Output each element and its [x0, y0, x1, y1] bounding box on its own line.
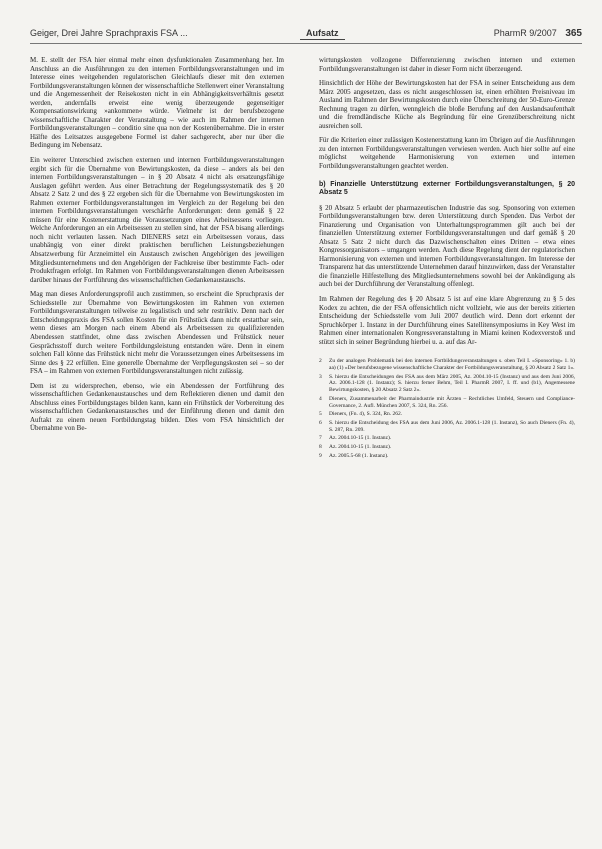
footnote-text: S. hierzu die Entscheidung des FSA aus dem Juni 2006, Az. 2006.1-128 (1. Instanz), So auch Dieners (Fn. 4), S. 287, Rn. 209.: [329, 419, 575, 433]
footnote-text: Dieners, (Fn. 4), S. 324, Rn. 262.: [329, 411, 403, 418]
footnote-number: 6: [319, 419, 322, 426]
footnote-text: Az. 2004.10-15 (1. Instanz).: [329, 444, 392, 451]
footnote: [319, 374, 575, 394]
footnote: [319, 358, 575, 371]
footnote-text: Az. 2005.5-68 (1. Instanz).: [329, 452, 389, 459]
footnote-text: Az. 2004.10-15 (1. Instanz).: [329, 435, 392, 442]
header-rule: [30, 43, 582, 44]
footnote: [319, 453, 575, 460]
journal-name: PharmR 9/2007: [493, 28, 557, 38]
footnote-number: 2: [319, 358, 322, 365]
paragraph: Mag man dieses Anforderungsprofil auch zustimmen, so erscheint die Spruchpraxis der Schiedsstelle zur Übernahme von Bewirtungskosten im Rahmen von externen Fortbildungsveranstaltungen teilweise zu legalistisch und sehr restriktiv. Denn nach der Entscheidungspraxis des FSA sollen Kosten für ein Frühstück dann nicht erstattbar sein, wenn dieses am Morgen nach einem Abend als Arbeitsessen zu qualifizierenden Abendessen stattfindet, ohne dass zwischen Abendessen und Frühstück neuer Gesprächsstoff durch weitere Fortbildungsleistung entstanden wäre. Denn in einem solchen Fall könne das Frühstück nicht mehr die Voraussetzungen eines Arbeitsessens im Sinne des § 22 erfüllen. Eine generelle Übernahme der Verpflegungskosten sei – so der FSA – im Rahmen von externen Fortbildungsveranstaltungen nicht zulässig.: [30, 290, 284, 376]
left-column: [30, 56, 284, 439]
footnote-text: Dieners, Zusammenarbeit der Pharmaindustrie mit Ärzten – Rechtliches Umfeld, Steuern und Compliance-Governance, 2. Aufl. München 2007, S. 324, Rn. 256.: [329, 395, 575, 409]
section-label: Aufsatz: [300, 28, 345, 40]
footnote: [319, 396, 575, 409]
footnote-number: 9: [319, 452, 322, 459]
section-heading: b) Finanzielle Unterstützung externer Fortbildungsveranstaltungen, § 20 Absatz 5: [319, 180, 575, 197]
paragraph: Für die Kriterien einer zulässigen Kostenerstattung kann im Übrigen auf die Ausführungen zu den internen Fortbildungsveranstaltungen verwiesen werden. Auch hier sollte auf eine möglichst weitgehende Harmonisierung von externen und internen Fortbildungsveranstaltungen geachtet werden.: [319, 136, 575, 171]
paragraph: wirtungskosten vollzogene Differenzierung zwischen internen und externen Fortbildungsveranstaltungen ist daher in dieser Form nicht überzeugend.: [319, 56, 575, 73]
footnote-text: S. hierzu die Entscheidungen des FSA aus dem März 2005, Az. 2004.10-15 (Instanz) und aus dem Juni 2006, Az. 2006.1-128 (1. Instanz); S. hierzu ferner Behm, Teil I. PharmR 2007, I. ff. und (b1), Angemessene Bewirtungskosten, § 20 Absatz 2 Satz 2«.: [329, 373, 575, 394]
footnote: [319, 420, 575, 433]
footnote-number: 5: [319, 411, 322, 418]
footnote: [319, 435, 575, 442]
footnote-text: Zu der analogen Problematik bei den internen Fortbildungsveranstaltungen s. oben Teil I. »Sponsoring« 1. b) aa) (1) »Der berufsbezogene wissenschaftliche Charakter der Fortbildungsveranstaltung, § 20 Absatz 2 Satz 1«.: [329, 358, 575, 372]
right-column: [319, 56, 575, 461]
running-header: [30, 28, 582, 44]
footnote-number: 4: [319, 395, 322, 402]
footnote-number: 3: [319, 373, 322, 380]
paragraph: M. E. stellt der FSA hier einmal mehr einen dysfunktionalen Zusammenhang her. Im Anschluss an die Ausführungen zu den internen Fortbildungsveranstaltungen und im Interesse eines weitgehenden regulatorischen Gleichlaufs dieser mit den externen Fortbildungsveranstaltungen können der wissenschaftliche Stellenwert einer Veranstaltung und die Angemessenheit der Reisekosten nicht in ein Abhängigkeitsverhältnis gesetzt werden, andernfalls erweist eine wenig überzeugende gegenseitiger Kompensationswirkung »ankommen« würde. Vielmehr ist der berufsbezogene wissenschaftliche Charakter der Veranstaltung – wie auch im Rahmen der internen Fortbildungsveranstaltungen – conditio sine qua non der Kostenübernahme. Die in erster Hälfte des Leitsatzes ausgegebene Formel ist daher sachgerecht, aber nur über die Bedingung im Nebensatz.: [30, 56, 284, 150]
footnotes: [319, 358, 575, 459]
paragraph: Im Rahmen der Regelung des § 20 Absatz 5 ist auf eine klare Abgrenzung zu § 5 des Kodex zu achten, die der FSA offensichtlich nicht vollzieht, wie aus der bereits zitierten Entscheidung der Schiedsstelle vom Juli 2007 deutlich wird. Denn dort erkennt der Spruchkörper 1. Instanz in der Durchführung eines Satellitensymposiums in Key West im Rahmen einer internationalen Kongressveranstaltung in Miami keinen Kodexverstoß und stützt sich in seiner Begründung hierbei u. a. auf das Ar-: [319, 295, 575, 346]
footnote-number: 7: [319, 435, 322, 442]
page-number: 365: [565, 28, 582, 39]
paragraph: § 20 Absatz 5 erlaubt der pharmazeutischen Industrie das sog. Sponsoring von externen Fortbildungsveranstaltungen bzw. deren Unterstützung durch Spenden. Das Verbot der Finanzierung und Organisation von Unterhaltungsprogrammen gilt auch bei der finanziellen Unterstützung externer Fortbildungsveranstaltungen und darf gemäß § 20 Absatz 5 Satz 2 nicht durch das Dazwischenschalten eines Dritten – etwa eines Kongressorganisators – umgangen werden. Auch diese Regelung dient der regulatorischen Harmonisierung von externen und internen Fortbildungsveranstaltungen. Im Interesse der Transparenz hat das unterstützende Unternehmen darauf hinzuwirken, dass der Veranstalter die finanzielle Hilfestellung des Mitgliedsunternehmens sowohl bei der Ankündigung als auch bei der Durchführung der Veranstaltung offenlegt.: [319, 203, 575, 289]
paragraph: Dem ist zu widersprechen, ebenso, wie ein Abendessen der Fortführung des wissenschaftlichen Gedankenaustausches und dem Reflektieren dienen und damit den Abschluss eines Fortbildungstages bilden kann, kann ein Frühstück der Vorbereitung des wissenschaftlichen Gedankenaustausches und der Einführung dienen und damit den Auftakt zu einem neuen Fortbildungstag bilden. Dies vom FSA hinsichtlich der Übernahme von Be-: [30, 381, 284, 433]
footnote: [319, 411, 575, 418]
footnote: [319, 444, 575, 451]
journal-issue: [494, 28, 582, 39]
running-title: Geiger, Drei Jahre Sprachpraxis FSA ...: [30, 28, 188, 38]
paragraph: Hinsichtlich der Höhe der Bewirtungskosten hat der FSA in seiner Entscheidung aus dem März 2005 angesetzen, dass es nicht ausgeschlossen ist, einen erhöhten Preisniveau im Ausland im Rahmen der Bewirtungskosten durch eine Überschreitung der 50-Euro-Grenze Rechnung tragen zu dürfen, wenngleich die bloße Berufung auf den Auslandsaufenthalt und die fremdländische Küche als Begründung für eine Grenzüberschreitung nicht ausreichen soll.: [319, 79, 575, 130]
paragraph: Ein weiterer Unterschied zwischen externen und internen Fortbildungsveranstaltungen ergibt sich für die Übernahme von Bewirtungskosten, da diese – anders als bei den internen Fortbildungsveranstaltungen – in § 20 Absatz 4 nicht als ersatzungsfähige Auslagen geführt werden. Aus einer Betrachtung der Regelungssystematik des § 20 Absatz 2 Satz 2 und des § 22 ergeben sich für die Übernahme von Bewirtungskosten im Rahmen externer Fortbildungsveranstaltungen im Vergleich zu der Regelung bei den internen Fortbildungsveranstaltungen verschärfte Anforderungen: denn gemäß § 22 müssen für eine Kostenerstattung die Voraussetzungen eines Arbeitsessens vorliegen. Welche Anforderungen an ein Arbeitsessen zu stellen sind, hat der FSA bisang allerdings noch nicht verlauten lassen. Nach DIENERS setzt ein Arbeitsessen voraus, dass unabhängig von einer direkt praktischen beruflichen Leistungsbeziehungen Absatzwerbung für Arzneimittel ein Austausch zwischen Angehörigen des jeweiligen Mitgliedsunternehmens und den Angehörigen der Fachkreise über bestimmte Fach- oder Produktfragen erfolgt. Im Rahmen von Fortbildungsveranstaltungen dienen Arbeitsessen darüber hinaus der Fortführung des wissenschaftlichen Gedankenaustauschs.: [30, 156, 284, 284]
footnote-number: 8: [319, 444, 322, 451]
